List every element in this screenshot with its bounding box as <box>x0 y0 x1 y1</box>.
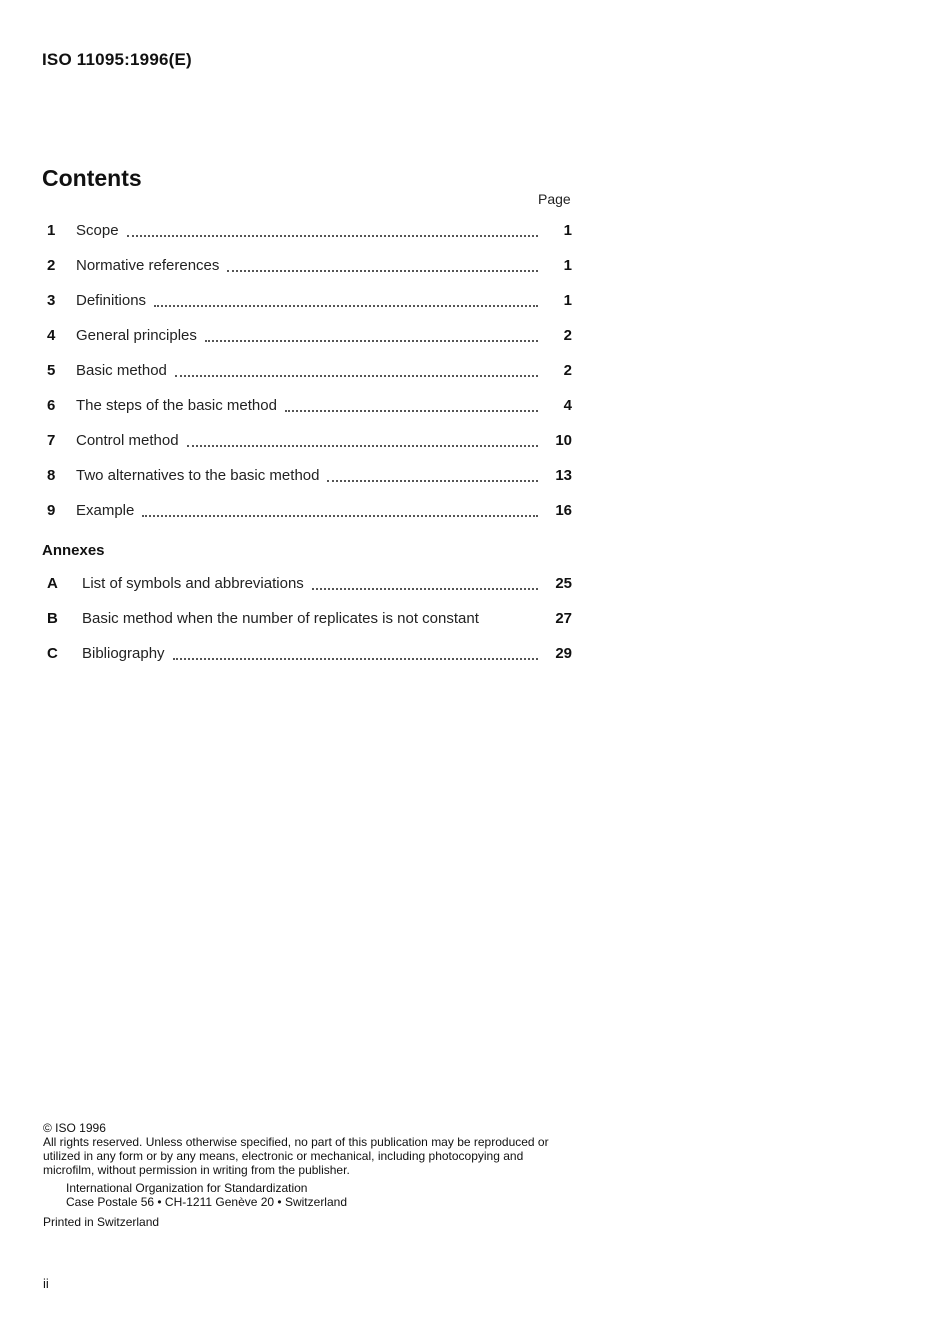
document-id: ISO 11095:1996(E) <box>42 50 192 69</box>
dot-leader <box>205 326 538 342</box>
toc-entry-page: 4 <box>563 397 572 414</box>
toc-entry[interactable] <box>42 327 572 362</box>
toc-entry-number: 5 <box>47 362 56 379</box>
organization-name: International Organization for Standardization <box>66 1181 308 1195</box>
annex-page: 29 <box>555 645 572 662</box>
copyright-footer <box>43 1121 573 1229</box>
annex-page: 25 <box>555 575 572 592</box>
toc-entry-number: 6 <box>47 397 56 414</box>
toc-entry-page: 10 <box>555 432 572 449</box>
toc-entry-number: 1 <box>47 222 56 239</box>
toc-entry-title: Basic method <box>76 362 167 379</box>
copyright-line: © ISO 1996 <box>43 1121 106 1135</box>
toc-entry[interactable] <box>42 292 572 327</box>
page-column-label: Page <box>538 191 571 207</box>
page-number: ii <box>43 1276 49 1291</box>
toc-entry-page: 16 <box>555 502 572 519</box>
annex-title: List of symbols and abbreviations <box>82 575 304 592</box>
toc-entry-page: 1 <box>563 222 572 239</box>
toc-entry-title: Definitions <box>76 292 147 309</box>
toc-entry-number: 2 <box>47 257 56 274</box>
annexes-heading: Annexes <box>42 542 105 559</box>
toc-entry-title: Scope <box>76 222 119 239</box>
dot-leader <box>142 501 538 517</box>
toc-entry[interactable] <box>42 362 572 397</box>
annex-title: Basic method when the number of replicates is not constant <box>82 610 479 627</box>
printed-in: Printed in Switzerland <box>43 1215 160 1229</box>
toc-entry-number: 8 <box>47 467 56 484</box>
dot-leader <box>175 361 538 377</box>
table-of-contents <box>42 222 572 680</box>
annex-entry[interactable] <box>42 610 572 645</box>
toc-entry-page: 2 <box>563 327 572 344</box>
toc-entry-page: 13 <box>555 467 572 484</box>
annex-entry[interactable] <box>42 575 572 610</box>
toc-entry[interactable] <box>42 257 572 292</box>
contents-title: Contents <box>42 165 142 191</box>
dot-leader <box>187 431 538 447</box>
dot-leader <box>154 291 538 307</box>
dot-leader <box>312 574 538 590</box>
toc-entry-number: 4 <box>47 327 56 344</box>
toc-entry[interactable] <box>42 432 572 467</box>
toc-entry-title: The steps of the basic method <box>76 397 277 414</box>
toc-entry-title: General principles <box>76 327 197 344</box>
toc-entry-page: 1 <box>563 292 572 309</box>
publisher-address <box>43 1181 573 1209</box>
dot-leader <box>327 466 538 482</box>
dot-leader <box>127 221 538 237</box>
toc-entry-page: 2 <box>563 362 572 379</box>
toc-entry[interactable] <box>42 467 572 502</box>
toc-entry-page: 1 <box>563 257 572 274</box>
toc-entry-title: Normative references <box>76 257 220 274</box>
toc-entry[interactable] <box>42 397 572 432</box>
dot-leader <box>285 396 538 412</box>
organization-address: Case Postale 56 • CH-1211 Genève 20 • Switzerland <box>66 1195 347 1209</box>
annex-letter: A <box>47 575 58 592</box>
dot-leader <box>173 644 538 660</box>
annex-letter: B <box>47 610 58 627</box>
toc-entry-title: Two alternatives to the basic method <box>76 467 320 484</box>
toc-entry[interactable] <box>42 222 572 257</box>
annex-title: Bibliography <box>82 645 165 662</box>
toc-entry-number: 9 <box>47 502 56 519</box>
annex-page: 27 <box>555 610 572 627</box>
annex-entry[interactable] <box>42 645 572 680</box>
dot-leader <box>227 256 538 272</box>
toc-entry-title: Control method <box>76 432 179 449</box>
toc-entry-number: 7 <box>47 432 56 449</box>
toc-entry[interactable] <box>42 502 572 537</box>
toc-entry-number: 3 <box>47 292 56 309</box>
toc-entry-title: Example <box>76 502 135 519</box>
rights-notice: All rights reserved. Unless otherwise specified, no part of this publication may be reproduced or utilized in any form or by any means, electronic or mechanical, including photocopying and microfilm, without permission in writing from the publisher. <box>43 1135 549 1177</box>
annex-letter: C <box>47 645 58 662</box>
